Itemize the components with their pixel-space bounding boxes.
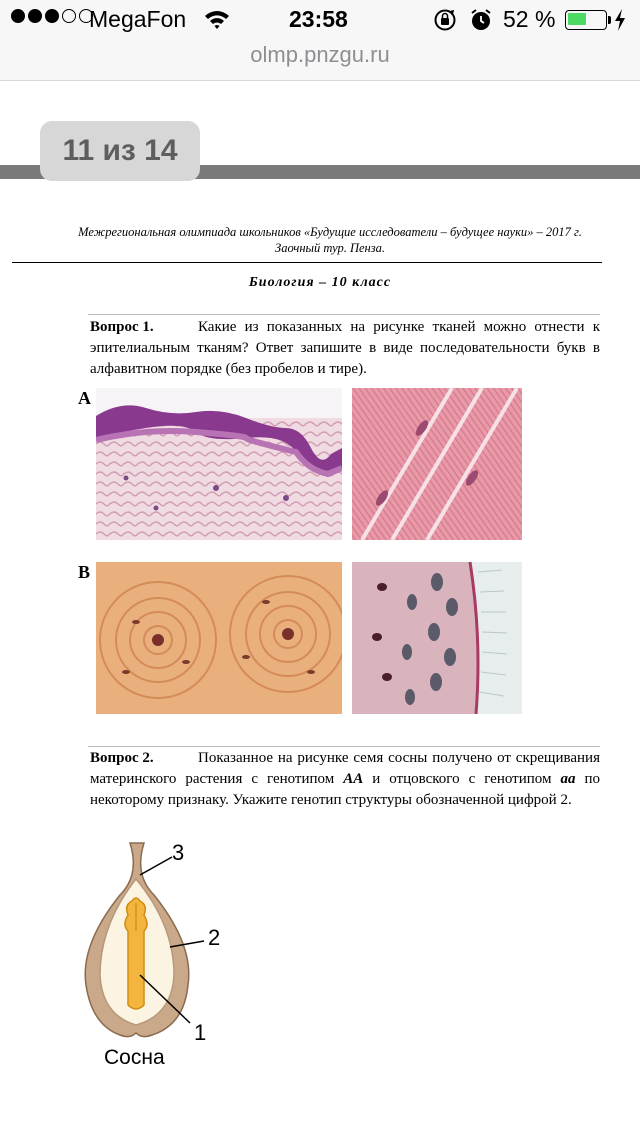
question-divider — [88, 314, 600, 315]
charging-bolt-icon — [613, 8, 627, 38]
battery-percent: 52 % — [503, 6, 556, 32]
image-letter-v: В — [78, 562, 91, 582]
question-label: Вопрос 2. — [90, 750, 154, 766]
header-line-1: Межрегиональная олимпиада школьников «Будущие исследователи – будущее науки» – 2017 г. — [78, 225, 582, 239]
battery-icon — [565, 10, 607, 30]
wifi-icon — [204, 8, 230, 36]
bone-tissue-image — [96, 562, 342, 714]
image-letter-a: А — [78, 388, 91, 408]
ciliated-epithelium-image — [352, 562, 522, 714]
status-bar — [0, 0, 640, 40]
seed-label-3: 3 — [172, 840, 185, 865]
question-label: Вопрос 1. — [90, 319, 154, 335]
battery-terminal — [608, 16, 611, 24]
question-text-part: по некоторому признаку. Укажите генотип структуры обозначенной цифрой 2. — [90, 771, 600, 808]
question-text-part: Показанное на рисунке семя сосны получено от скрещивания материнского растения с генотипом — [90, 750, 600, 787]
question-text-part: и отцовского с генотипом — [363, 771, 561, 787]
genotype-maternal: AA — [343, 771, 364, 787]
header-line-2: Заочный тур. Пенза. — [275, 241, 385, 255]
clock: 23:58 — [289, 6, 348, 32]
carrier-name: MegaFon — [89, 6, 187, 32]
document-header — [40, 224, 620, 256]
muscle-tissue-image — [352, 388, 522, 540]
seed-label-1: 1 — [194, 1020, 207, 1045]
seed-label-2: 2 — [208, 925, 221, 950]
question-text: Какие из показанных на рисунке тканей можно отнести к эпителиальным тканям? Ответ запишите в виде последовательности букв в алфавитном порядке (без пробелов и тире). — [90, 319, 600, 377]
browser-top-bar — [0, 0, 640, 81]
subject-title: Биология – 10 класс — [248, 275, 392, 290]
question-1 — [90, 317, 600, 380]
alarm-icon — [469, 8, 493, 38]
page-counter: 11 из 14 — [40, 121, 200, 181]
figure-caption: Сосна — [104, 1046, 165, 1069]
question-2 — [90, 748, 600, 811]
battery-level — [568, 13, 586, 25]
address-bar[interactable]: olmp.pnzgu.ru — [250, 42, 390, 67]
question-divider — [88, 746, 600, 747]
skin-epidermis-image — [96, 388, 342, 540]
signal-strength-icon — [11, 9, 93, 23]
header-divider — [12, 262, 602, 263]
genotype-paternal: aa — [560, 771, 576, 787]
rotation-lock-icon — [433, 8, 457, 38]
